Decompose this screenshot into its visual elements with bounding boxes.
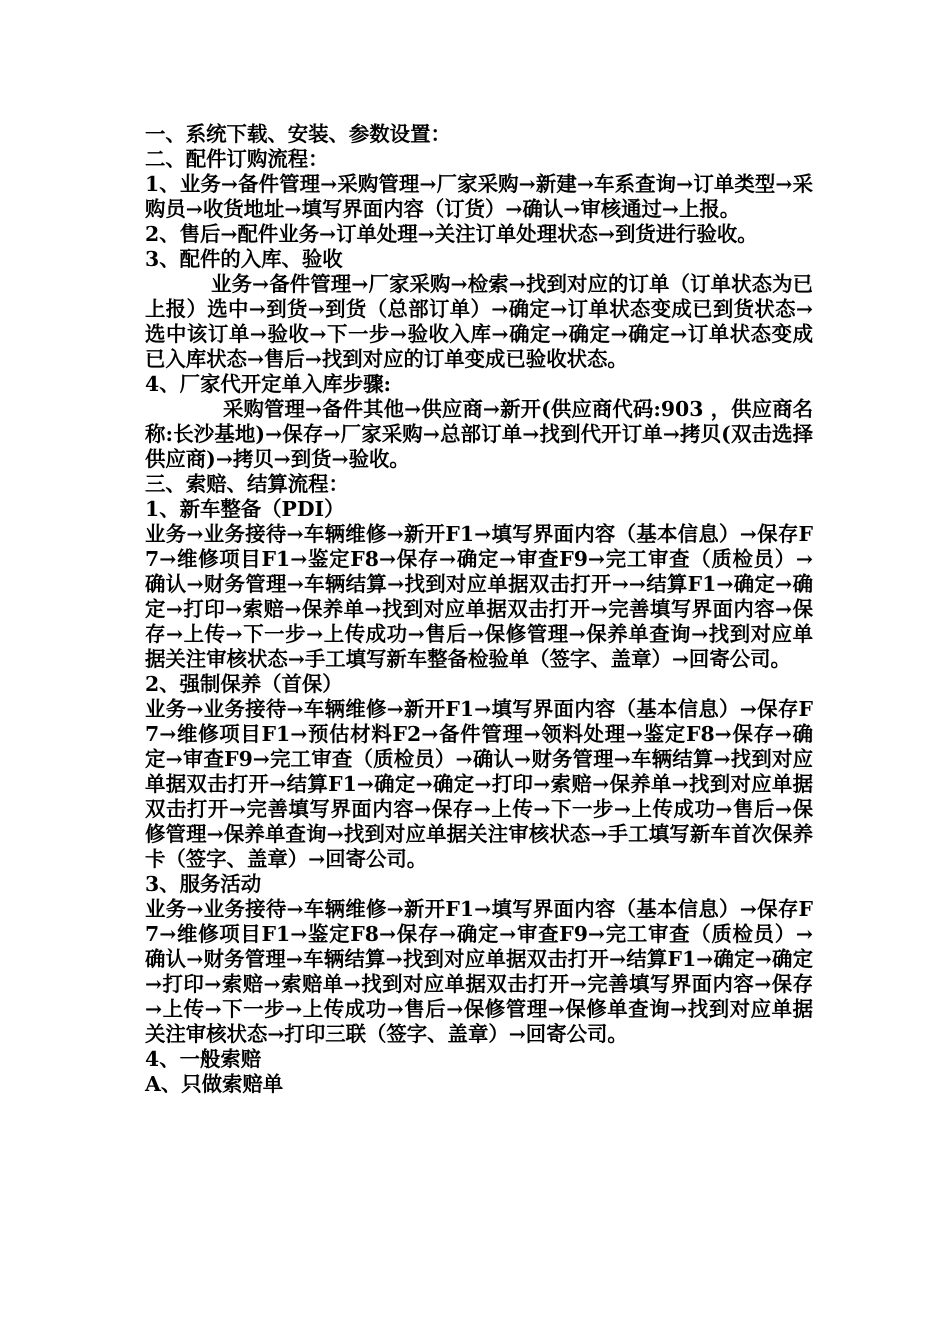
paragraph-factory-order-warehousing: 采购管理→备件其他→供应商→新开(供应商代码:903 ，供应商名称:长沙基地)→保存→厂家采购→总部订单→找到代开订单→拷贝(双击选择供应商)→拷贝→到货→验收。 xyxy=(145,397,813,471)
heading-system-setup: 一、系统下载、安装、参数设置： xyxy=(145,122,451,146)
paragraph-service-activity: 业务→业务接待→车辆维修→新开F1→填写界面内容（基本信息）→保存F7→维修项目F1→鉴定F8→保存→确定→审查F9→完工审查（质检员）→确认→财务管理→车辆结算→找到对应单据双击打开→结算F1→确定→确定→打印→索赔→索赔单→找到对应单据双击打开→完善填写界面内容→保存→上传→下一步→上传成功→售后→保修管理→保修单查询→找到对应单据关注审核状态→打印三联（签字、盖章）→回寄公司。 xyxy=(145,897,813,1046)
paragraph-pdi: 业务→业务接待→车辆维修→新开F1→填写界面内容（基本信息）→保存F7→维修项目F1→鉴定F8→保存→确定→审查F9→完工审查（质检员）→确认→财务管理→车辆结算→找到对应单据双击打开→→结算F1→确定→确定→打印→索赔→保养单→找到对应单据双击打开→完善填写界面内容→保存→上传→下一步→上传成功→售后→保修管理→保养单查询→找到对应单据关注审核状态→手工填写新车整备检验单（签字、盖章）→回寄公司。 xyxy=(145,522,813,671)
subheading-parts-warehousing: 3、配件的入库、验收 xyxy=(145,247,343,271)
subheading-first-maintenance: 2、强制保养（首保） xyxy=(145,672,343,696)
heading-claims-settlement: 三、索赔、结算流程： xyxy=(145,472,349,496)
step-parts-order-create: 1、业务→备件管理→采购管理→厂家采购→新建→车系查询→订单类型→采购员→收货地址→填写界面内容（订货）→确认→审核通过→上报。 xyxy=(145,172,813,221)
heading-parts-ordering: 二、配件订购流程： xyxy=(145,147,329,171)
paragraph-first-maintenance: 业务→业务接待→车辆维修→新开F1→填写界面内容（基本信息）→保存F7→维修项目F1→预估材料F2→备件管理→领料处理→鉴定F8→保存→确定→审查F9→完工审查（质检员）→确认→财务管理→车辆结算→找到对应单据双击打开→结算F1→确定→确定→打印→索赔→保养单→找到对应单据双击打开→完善填写界面内容→保存→上传→下一步→上传成功→售后→保修管理→保养单查询→找到对应单据关注审核状态→手工填写新车首次保养卡（签字、盖章）→回寄公司。 xyxy=(145,697,813,871)
item-claim-only: A、只做索赔单 xyxy=(145,1072,284,1096)
step-parts-order-receive: 2、售后→配件业务→订单处理→关注订单处理状态→到货进行验收。 xyxy=(145,222,758,246)
subheading-service-activity: 3、服务活动 xyxy=(145,872,262,896)
subheading-general-claim: 4、一般索赔 xyxy=(145,1047,262,1071)
paragraph-parts-warehousing: 业务→备件管理→厂家采购→检索→找到对应的订单（订单状态为已上报）选中→到货→到货（总部订单）→确定→订单状态变成已到货状态→选中该订单→验收→下一步→验收入库→确定→确定→确定→订单状态变成已入库状态→售后→找到对应的订单变成已验收状态。 xyxy=(145,272,813,371)
document-body xyxy=(145,122,813,1097)
subheading-pdi: 1、新车整备（PDI） xyxy=(145,497,345,521)
subheading-factory-order-warehousing: 4、厂家代开定单入库步骤: xyxy=(145,372,392,396)
